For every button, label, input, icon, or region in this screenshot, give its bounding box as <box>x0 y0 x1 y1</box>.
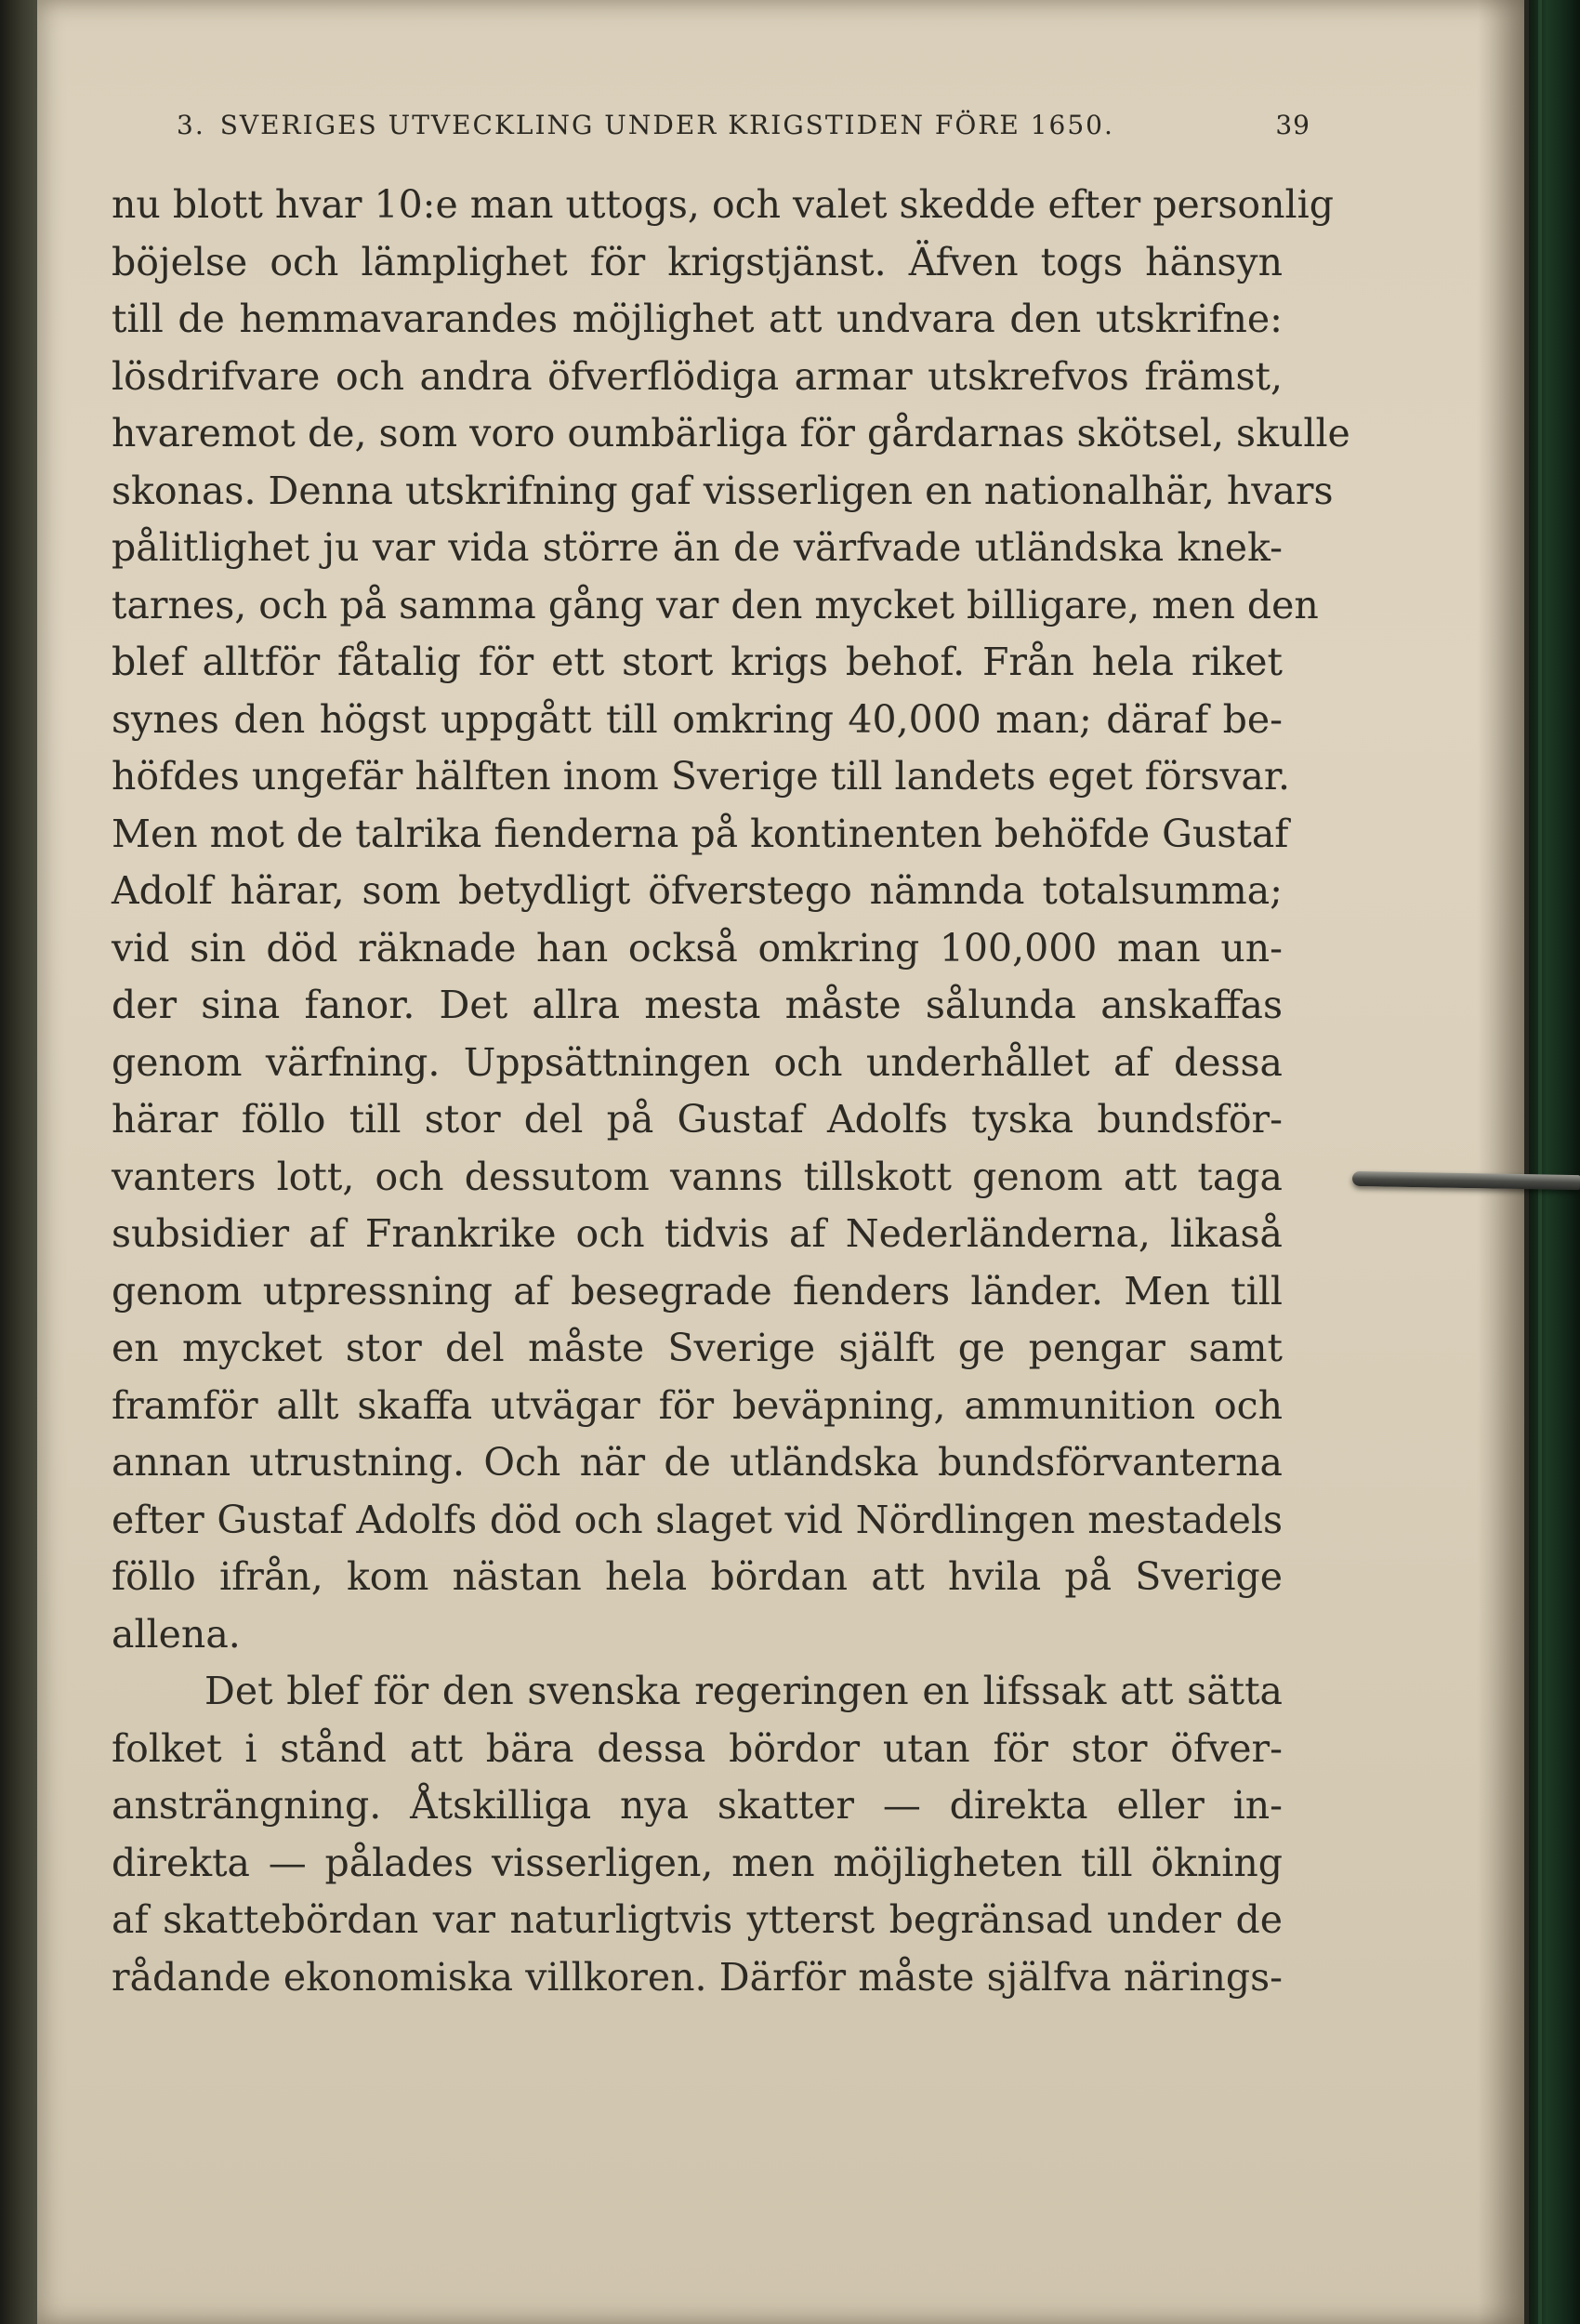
text-line: hvaremot de, som voro oumbärliga för gårdarnas skötsel, skulle <box>112 411 1350 456</box>
cover-highlight <box>1538 0 1542 2324</box>
text-line: vanters lott, och dessutom vanns tillskott genom att taga <box>112 1154 1283 1199</box>
text-line: framför allt skaffa utvägar för beväpning, ammunition och <box>112 1382 1283 1428</box>
text-line: direkta — pålades visserligen, men möjligheten till ökning <box>112 1840 1283 1885</box>
text-line: föllo ifrån, kom nästan hela bördan att hvila på Sverige <box>112 1554 1283 1599</box>
text-line: annan utrustning. Och när de utländska bundsförvanterna <box>112 1440 1283 1485</box>
text-line: efter Gustaf Adolfs död och slaget vid Nördlingen mestadels <box>112 1497 1283 1542</box>
book-page <box>37 0 1524 2324</box>
text-line: synes den högst uppgått till omkring 40,000 man; däraf be- <box>112 696 1283 742</box>
text-line: Men mot de talrika fienderna på kontinenten behöfde Gustaf <box>112 811 1289 856</box>
text-line: ansträngning. Åtskilliga nya skatter — direkta eller in- <box>112 1783 1283 1828</box>
left-page-edge <box>0 0 37 2324</box>
book-cover-edge <box>1529 0 1580 2324</box>
page-number: 39 <box>1275 110 1310 140</box>
text-line: härar föllo till stor del på Gustaf Adolfs tyska bundsför- <box>112 1097 1283 1142</box>
text-line: vid sin död räknade han också omkring 100,000 man un- <box>112 925 1283 971</box>
text-line-paragraph-start: Det blef för den svenska regeringen en lifssak att sätta <box>204 1669 1283 1713</box>
text-line: tarnes, och på samma gång var den mycket billigare, men den <box>112 582 1319 627</box>
text-line: skonas. Denna utskrifning gaf visserligen en nationalhär, hvars <box>112 468 1334 513</box>
text-line: höfdes ungefär hälften inom Sverige till landets eget försvar. <box>112 754 1290 799</box>
text-line-paragraph-end: allena. <box>112 1611 241 1657</box>
text-line: af skattebördan var naturligtvis ytterst begränsad under de <box>112 1897 1283 1942</box>
text-line: Adolf härar, som betydligt öfverstego nämnda totalsumma; <box>112 868 1283 913</box>
text-line: der sina fanor. Det allra mesta måste sålunda anskaffas <box>112 983 1283 1027</box>
text-line: rådande ekonomiska villkoren. Därför måste själfva närings- <box>112 1954 1283 2000</box>
text-line: en mycket stor del måste Sverige själft ge pengar samt <box>112 1326 1283 1370</box>
text-line: pålitlighet ju var vida större än de värfvade utländska knek- <box>112 525 1283 570</box>
body-text <box>112 177 1350 2006</box>
text-line: genom värfning. Uppsättningen och underhållet af dessa <box>112 1039 1283 1085</box>
text-line: lösdrifvare och andra öfverflödiga armar utskrefvos främst, <box>112 353 1283 399</box>
text-line: subsidier af Frankrike och tidvis af Nederländerna, likaså <box>112 1211 1283 1256</box>
chapter-title: SVERIGES UTVECKLING UNDER KRIGSTIDEN FÖRE 1650. <box>219 110 1114 140</box>
text-line: nu blott hvar 10:e man uttogs, och valet skedde efter personlig <box>112 182 1334 227</box>
text-line: folket i stånd att bära dessa bördor utan för stor öfver- <box>112 1725 1283 1771</box>
chapter-number: 3. <box>177 110 205 140</box>
text-line: blef alltför fåtalig för ett stort krigs behof. Från hela riket <box>112 640 1283 684</box>
text-line: böjelse och lämplighet för krigstjänst. Äfven togs hänsyn <box>112 239 1283 284</box>
running-header <box>177 110 1310 140</box>
text-line: till de hemmavarandes möjlighet att undvara den utskrifne: <box>112 297 1283 341</box>
gutter-shadow <box>1478 0 1524 2324</box>
text-line: genom utpressning af besegrade fienders länder. Men till <box>112 1268 1283 1314</box>
